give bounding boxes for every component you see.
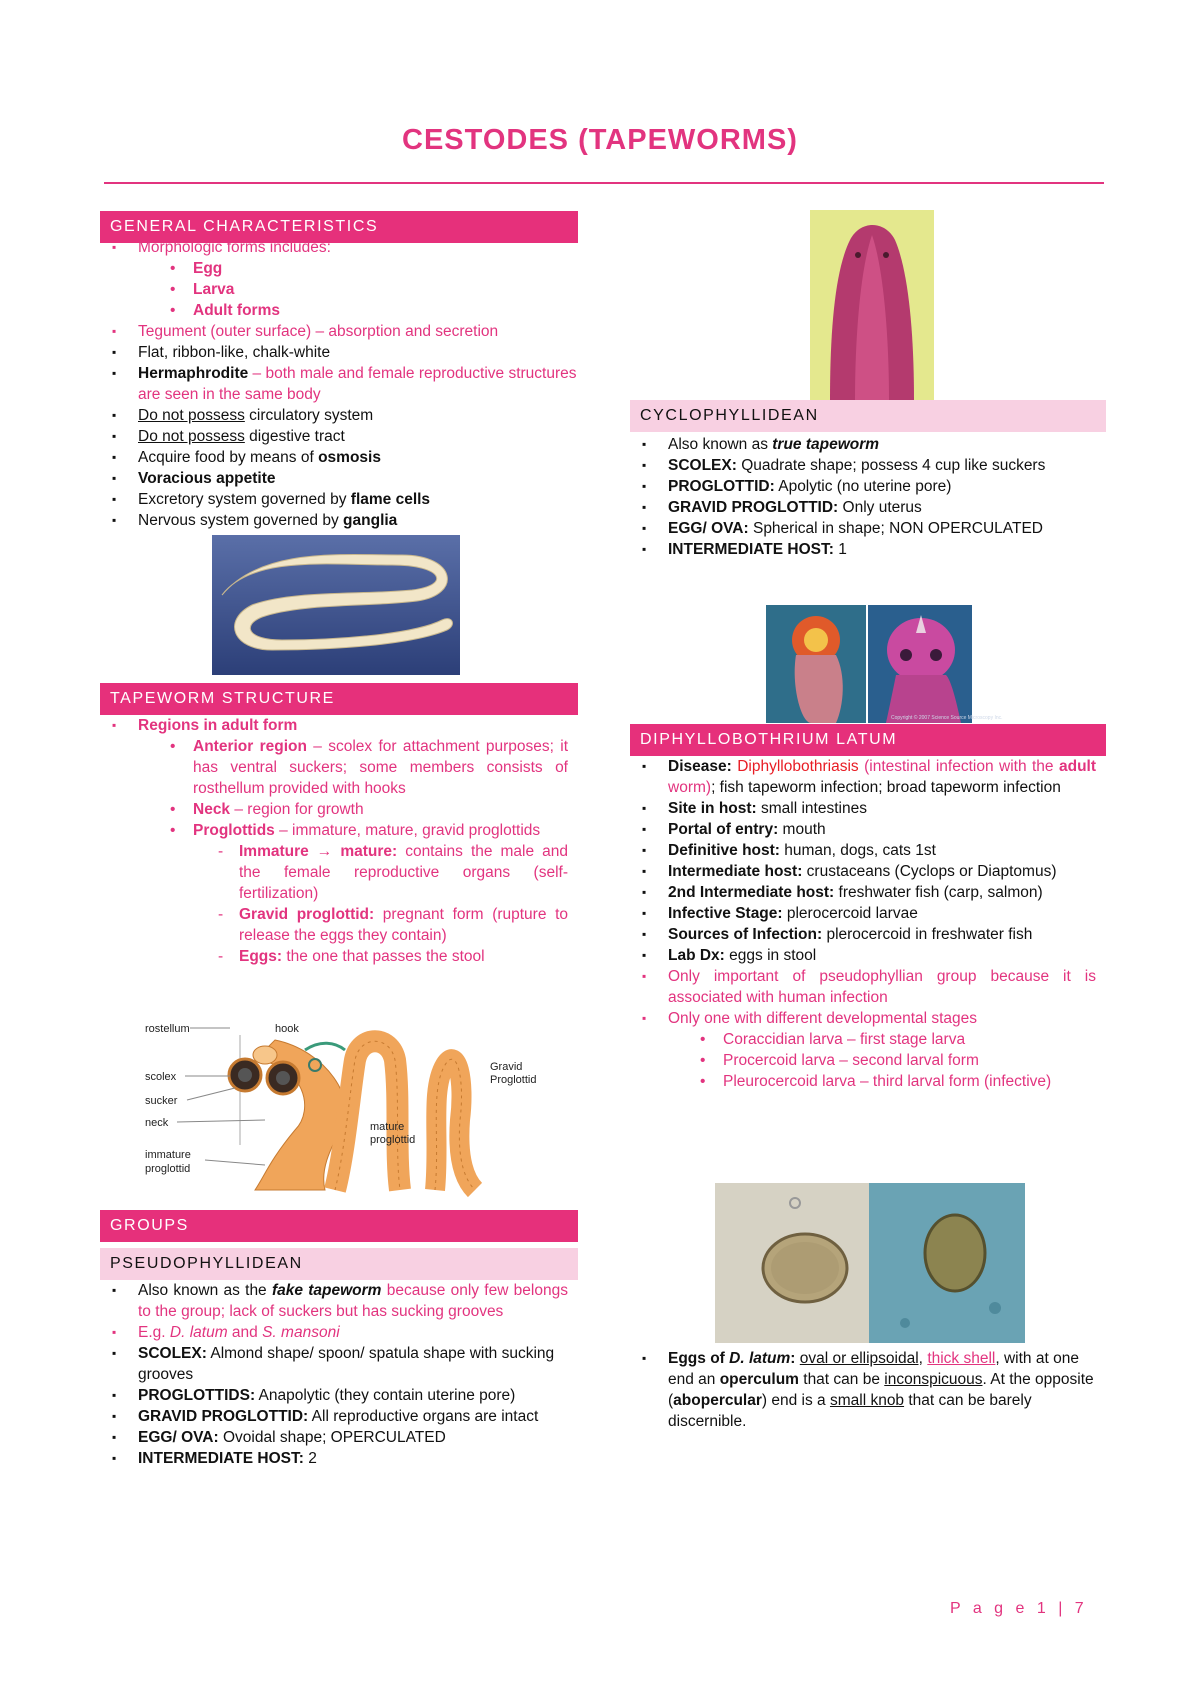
list-item: ▪ Eggs of D. latum: oval or ellipsoidal, thick shell, with at one end an operculum that can be inconspicuous. At the opposite (abopercular) end is a small knob that can be barely discernible. <box>630 1348 1106 1432</box>
list-item: ▪ PROGLOTTID: Apolytic (no uterine pore) <box>630 476 1106 497</box>
label-hook: hook <box>275 1023 299 1035</box>
label-rostellum: rostellum <box>145 1023 190 1035</box>
list-item: ▪ Only important of pseudophyllian group because it is associated with human infection <box>630 966 1106 1008</box>
list-item: • Larva <box>100 279 578 300</box>
list-item: ▪ SCOLEX: Almond shape/ spoon/ spatula shape with sucking grooves <box>100 1343 578 1385</box>
list-item: ▪ PROGLOTTIDS: Anapolytic (they contain uterine pore) <box>100 1385 578 1406</box>
list-item: ▪ Regions in adult form <box>100 715 578 736</box>
list-item: - Immature → mature: contains the male and the female reproductive organs (self-fertilization) <box>100 841 578 904</box>
list-item: ▪ Voracious appetite <box>100 468 578 489</box>
adult-tapeworm-photo <box>212 535 460 675</box>
list-item: ▪ Hermaphrodite – both male and female reproductive structures are seen in the same body <box>100 363 578 405</box>
list-item: ▪ Infective Stage: plerocercoid larvae <box>630 903 1106 924</box>
list-item: ▪ Also known as true tapeworm <box>630 434 1106 455</box>
list-item: ▪ Flat, ribbon-like, chalk-white <box>100 342 578 363</box>
micrograph-copyright: Copyright © 2007 Science Source Microscopy Inc. <box>891 715 1003 721</box>
cyclo-column <box>630 400 1106 560</box>
section-general-header: GENERAL CHARACTERISTICS <box>100 211 578 243</box>
label-immature: immature <box>145 1149 191 1161</box>
list-item: ▪ Tegument (outer surface) – absorption and secretion <box>100 321 578 342</box>
groups-column <box>100 1210 578 1469</box>
list-item: ▪ Portal of entry: mouth <box>630 819 1106 840</box>
list-item: ▪ Definitive host: human, dogs, cats 1st <box>630 840 1106 861</box>
list-item: ▪ Do not possess digestive tract <box>100 426 578 447</box>
label-sucker: sucker <box>145 1095 178 1107</box>
label-neck: neck <box>145 1117 169 1129</box>
list-item: - Gravid proglottid: pregnant form (rupture to release the eggs they contain) <box>100 904 578 946</box>
label-gravid-proglottid: Proglottid <box>490 1074 537 1086</box>
list-item: ▪ Nervous system governed by ganglia <box>100 510 578 531</box>
tapeworm-scolex-photo <box>810 210 934 400</box>
list-item: ▪ INTERMEDIATE HOST: 1 <box>630 539 1106 560</box>
section-structure-header: TAPEWORM STRUCTURE <box>100 683 578 715</box>
cyclo-list <box>630 434 1106 560</box>
list-item: ▪ SCOLEX: Quadrate shape; possess 4 cup like suckers <box>630 455 1106 476</box>
eggs-description <box>630 1348 1106 1432</box>
list-item: • Proglottids – immature, mature, gravid proglottids <box>100 820 578 841</box>
list-item: • Neck – region for growth <box>100 799 578 820</box>
cyclo-scolex-micrographs <box>766 605 1003 723</box>
list-item: ▪ Disease: Diphyllobothriasis (intestinal infection with the adult worm); fish tapeworm infection; broad tapeworm infection <box>630 756 1106 798</box>
list-item: ▪ Sources of Infection: plerocercoid in freshwater fish <box>630 924 1106 945</box>
label-scolex: scolex <box>145 1071 177 1083</box>
label-mature-proglottid: proglottid <box>370 1134 416 1146</box>
page-number: P a g e 1 | 7 <box>950 1600 1088 1617</box>
list-item: ▪ GRAVID PROGLOTTID: Only uterus <box>630 497 1106 518</box>
label-gravid: Gravid <box>490 1061 523 1073</box>
structure-list <box>100 715 578 967</box>
list-item: ▪ 2nd Intermediate host: freshwater fish (carp, salmon) <box>630 882 1106 903</box>
title-rule <box>104 182 1104 184</box>
list-item: ▪ Also known as the fake tapeworm because only few belongs to the group; lack of suckers but has sucking grooves <box>100 1280 578 1322</box>
list-item: ▪ Morphologic forms includes: <box>100 237 578 258</box>
list-item: ▪ Site in host: small intestines <box>630 798 1106 819</box>
eggs-list <box>630 1348 1106 1432</box>
list-item: ▪ Only one with different developmental stages <box>630 1008 1106 1029</box>
structure-column <box>100 683 578 967</box>
list-item: • Anterior region – scolex for attachment purposes; it has ventral suckers; some members consists of rosthellum provided with hooks <box>100 736 578 799</box>
section-cyclo-header: CYCLOPHYLLIDEAN <box>630 400 1106 432</box>
diphyllo-column <box>630 724 1106 1092</box>
list-item: ▪ EGG/ OVA: Spherical in shape; NON OPERCULATED <box>630 518 1106 539</box>
label-mature: mature <box>370 1121 405 1133</box>
list-item: ▪ INTERMEDIATE HOST: 2 <box>100 1448 578 1469</box>
list-item: • Procercoid larva – second larval form <box>630 1050 1106 1071</box>
list-item: ▪ Do not possess circulatory system <box>100 405 578 426</box>
section-diphyllo-header: DIPHYLLOBOTHRIUM LATUM <box>630 724 1106 756</box>
list-item: ▪ E.g. D. latum and S. mansoni <box>100 1322 578 1343</box>
page-title: CESTODES (TAPEWORMS) <box>402 124 798 156</box>
list-item: ▪ GRAVID PROGLOTTID: All reproductive organs are intact <box>100 1406 578 1427</box>
list-item: • Adult forms <box>100 300 578 321</box>
section-pseudo-header: PSEUDOPHYLLIDEAN <box>100 1248 578 1280</box>
pseudo-list <box>100 1280 578 1469</box>
list-item: ▪ Intermediate host: crustaceans (Cyclops or Diaptomus) <box>630 861 1106 882</box>
diphyllo-list <box>630 756 1106 1092</box>
list-item: • Egg <box>100 258 578 279</box>
list-item: - Eggs: the one that passes the stool <box>100 946 578 967</box>
left-column <box>100 211 578 531</box>
general-list <box>100 237 578 531</box>
list-item: ▪ EGG/ OVA: Ovoidal shape; OPERCULATED <box>100 1427 578 1448</box>
list-item: ▪ Excretory system governed by flame cells <box>100 489 578 510</box>
list-item: ▪ Acquire food by means of osmosis <box>100 447 578 468</box>
dlatum-egg-micrographs <box>715 1183 1025 1343</box>
tapeworm-structure-diagram <box>145 1020 545 1192</box>
section-groups-header: GROUPS <box>100 1210 578 1242</box>
list-item: • Coraccidian larva – first stage larva <box>630 1029 1106 1050</box>
list-item: ▪ Lab Dx: eggs in stool <box>630 945 1106 966</box>
label-proglottid: proglottid <box>145 1163 191 1175</box>
list-item: • Pleurocercoid larva – third larval form (infective) <box>630 1071 1106 1092</box>
